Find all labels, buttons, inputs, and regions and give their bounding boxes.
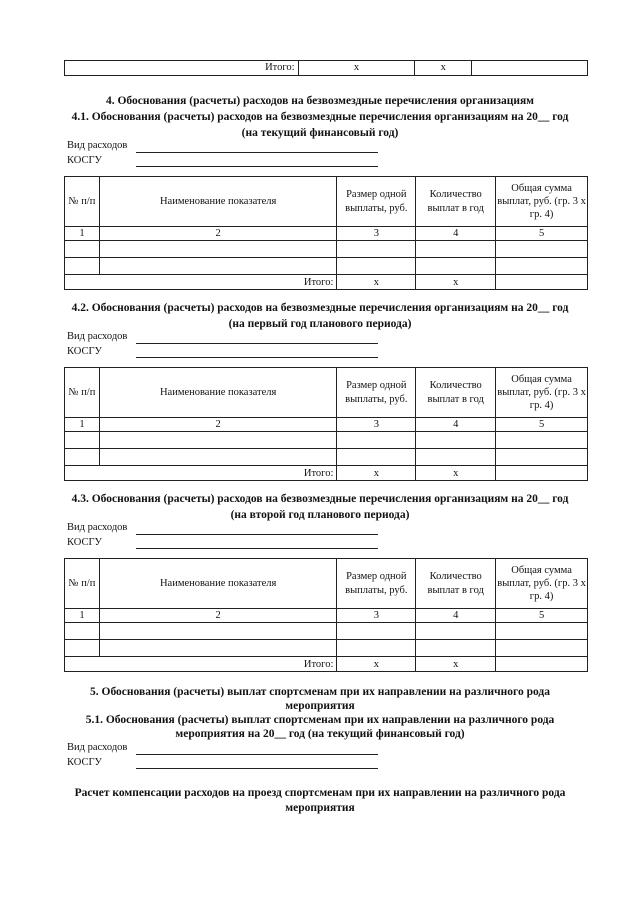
col-name-header: Наименование показателя: [99, 559, 336, 609]
col-number: 3: [337, 609, 416, 623]
col-size-header: Размер одной выплаты, руб.: [337, 559, 416, 609]
section-5-title-line2: мероприятия: [285, 700, 355, 712]
total-c4: x: [416, 275, 496, 290]
col-number: 5: [496, 609, 588, 623]
vid-raskhodov-label-1: Вид расходов: [67, 140, 128, 151]
col-number: 1: [65, 609, 100, 623]
table-row[interactable]: [65, 258, 588, 275]
table-4-3: [64, 558, 588, 672]
calc-title-line2: мероприятия: [285, 802, 355, 814]
col-number: 5: [496, 227, 588, 241]
table-row[interactable]: [65, 449, 588, 466]
col-size-header: Размер одной выплаты, руб.: [337, 177, 416, 227]
vid-raskhodov-label-2: Вид расходов: [67, 331, 128, 342]
total-c4: x: [416, 466, 496, 481]
col-number: 2: [99, 418, 336, 432]
vid-raskhodov-field-2[interactable]: [136, 343, 378, 344]
vid-raskhodov-field-3[interactable]: [136, 534, 378, 535]
col-num-header: № п/п: [65, 559, 100, 609]
col-size-header: Размер одной выплаты, руб.: [337, 368, 416, 418]
total-c3: x: [337, 275, 416, 290]
top-total-c5: [472, 61, 588, 76]
section-4-2-subtitle: (на первый год планового периода): [228, 318, 412, 330]
total-c4: x: [416, 657, 496, 672]
col-number: 4: [416, 609, 496, 623]
col-number: 1: [65, 418, 100, 432]
section-5-1-title-line2: мероприятия на 20__ год (на текущий финансовый год): [175, 728, 465, 740]
kosgu-label-1: КОСГУ: [67, 155, 102, 166]
vid-raskhodov-field-5[interactable]: [136, 754, 378, 755]
table-4-1: [64, 176, 588, 290]
col-number: 5: [496, 418, 588, 432]
total-c5: [496, 275, 588, 290]
total-label: Итого:: [65, 275, 337, 290]
table-row[interactable]: [65, 640, 588, 657]
section-5-title-line1: 5. Обоснования (расчеты) выплат спортсменам при их направлении на различного рода: [90, 686, 550, 698]
kosgu-label-3: КОСГУ: [67, 537, 102, 548]
kosgu-field-3[interactable]: [136, 548, 378, 549]
total-label: Итого:: [65, 657, 337, 672]
col-name-header: Наименование показателя: [99, 177, 336, 227]
col-count-header: Количество выплат в год: [416, 177, 496, 227]
total-c3: x: [337, 466, 416, 481]
kosgu-field-1[interactable]: [136, 166, 378, 167]
section-4-1-title: 4.1. Обоснования (расчеты) расходов на безвозмездные перечисления организациям на 20__ год: [71, 111, 569, 123]
top-total-c3: x: [298, 61, 415, 76]
kosgu-field-5[interactable]: [136, 768, 378, 769]
section-4-3-subtitle: (на второй год планового периода): [230, 509, 410, 521]
kosgu-field-2[interactable]: [136, 357, 378, 358]
col-sum-header: Общая сумма выплат, руб. (гр. 3 х гр. 4): [496, 177, 588, 227]
table-row[interactable]: [65, 241, 588, 258]
vid-raskhodov-label-5: Вид расходов: [67, 742, 128, 753]
section-4-1-subtitle: (на текущий финансовый год): [241, 127, 399, 139]
total-label: Итого:: [65, 466, 337, 481]
col-sum-header: Общая сумма выплат, руб. (гр. 3 х гр. 4): [496, 368, 588, 418]
col-name-header: Наименование показателя: [99, 368, 336, 418]
top-total-c4: x: [415, 61, 472, 76]
col-number: 3: [337, 418, 416, 432]
col-number: 1: [65, 227, 100, 241]
table-row[interactable]: [65, 623, 588, 640]
total-c5: [496, 657, 588, 672]
col-num-header: № п/п: [65, 368, 100, 418]
calc-title-line1: Расчет компенсации расходов на проезд спортсменам при их направлении на различного рода: [74, 787, 566, 799]
top-continuation-table: [64, 60, 588, 76]
col-number: 2: [99, 609, 336, 623]
col-number: 2: [99, 227, 336, 241]
kosgu-label-5: КОСГУ: [67, 757, 102, 768]
section-4-3-title: 4.3. Обоснования (расчеты) расходов на безвозмездные перечисления организациям на 20__ год: [71, 493, 569, 505]
vid-raskhodov-label-3: Вид расходов: [67, 522, 128, 533]
table-4-2: [64, 367, 588, 481]
total-c3: x: [337, 657, 416, 672]
section-4-2-title: 4.2. Обоснования (расчеты) расходов на безвозмездные перечисления организациям на 20__ год: [71, 302, 569, 314]
col-number: 4: [416, 418, 496, 432]
kosgu-label-2: КОСГУ: [67, 346, 102, 357]
col-num-header: № п/п: [65, 177, 100, 227]
col-count-header: Количество выплат в год: [416, 559, 496, 609]
table-row[interactable]: [65, 432, 588, 449]
vid-raskhodov-field-1[interactable]: [136, 152, 378, 153]
section-5-1-title-line1: 5.1. Обоснования (расчеты) выплат спортсменам при их направлении на различного рода: [85, 714, 555, 726]
col-sum-header: Общая сумма выплат, руб. (гр. 3 х гр. 4): [496, 559, 588, 609]
col-count-header: Количество выплат в год: [416, 368, 496, 418]
col-number: 3: [337, 227, 416, 241]
col-number: 4: [416, 227, 496, 241]
top-total-label: Итого:: [65, 61, 299, 76]
total-c5: [496, 466, 588, 481]
section-4-title: 4. Обоснования (расчеты) расходов на безвозмездные перечисления организациям: [105, 95, 535, 107]
